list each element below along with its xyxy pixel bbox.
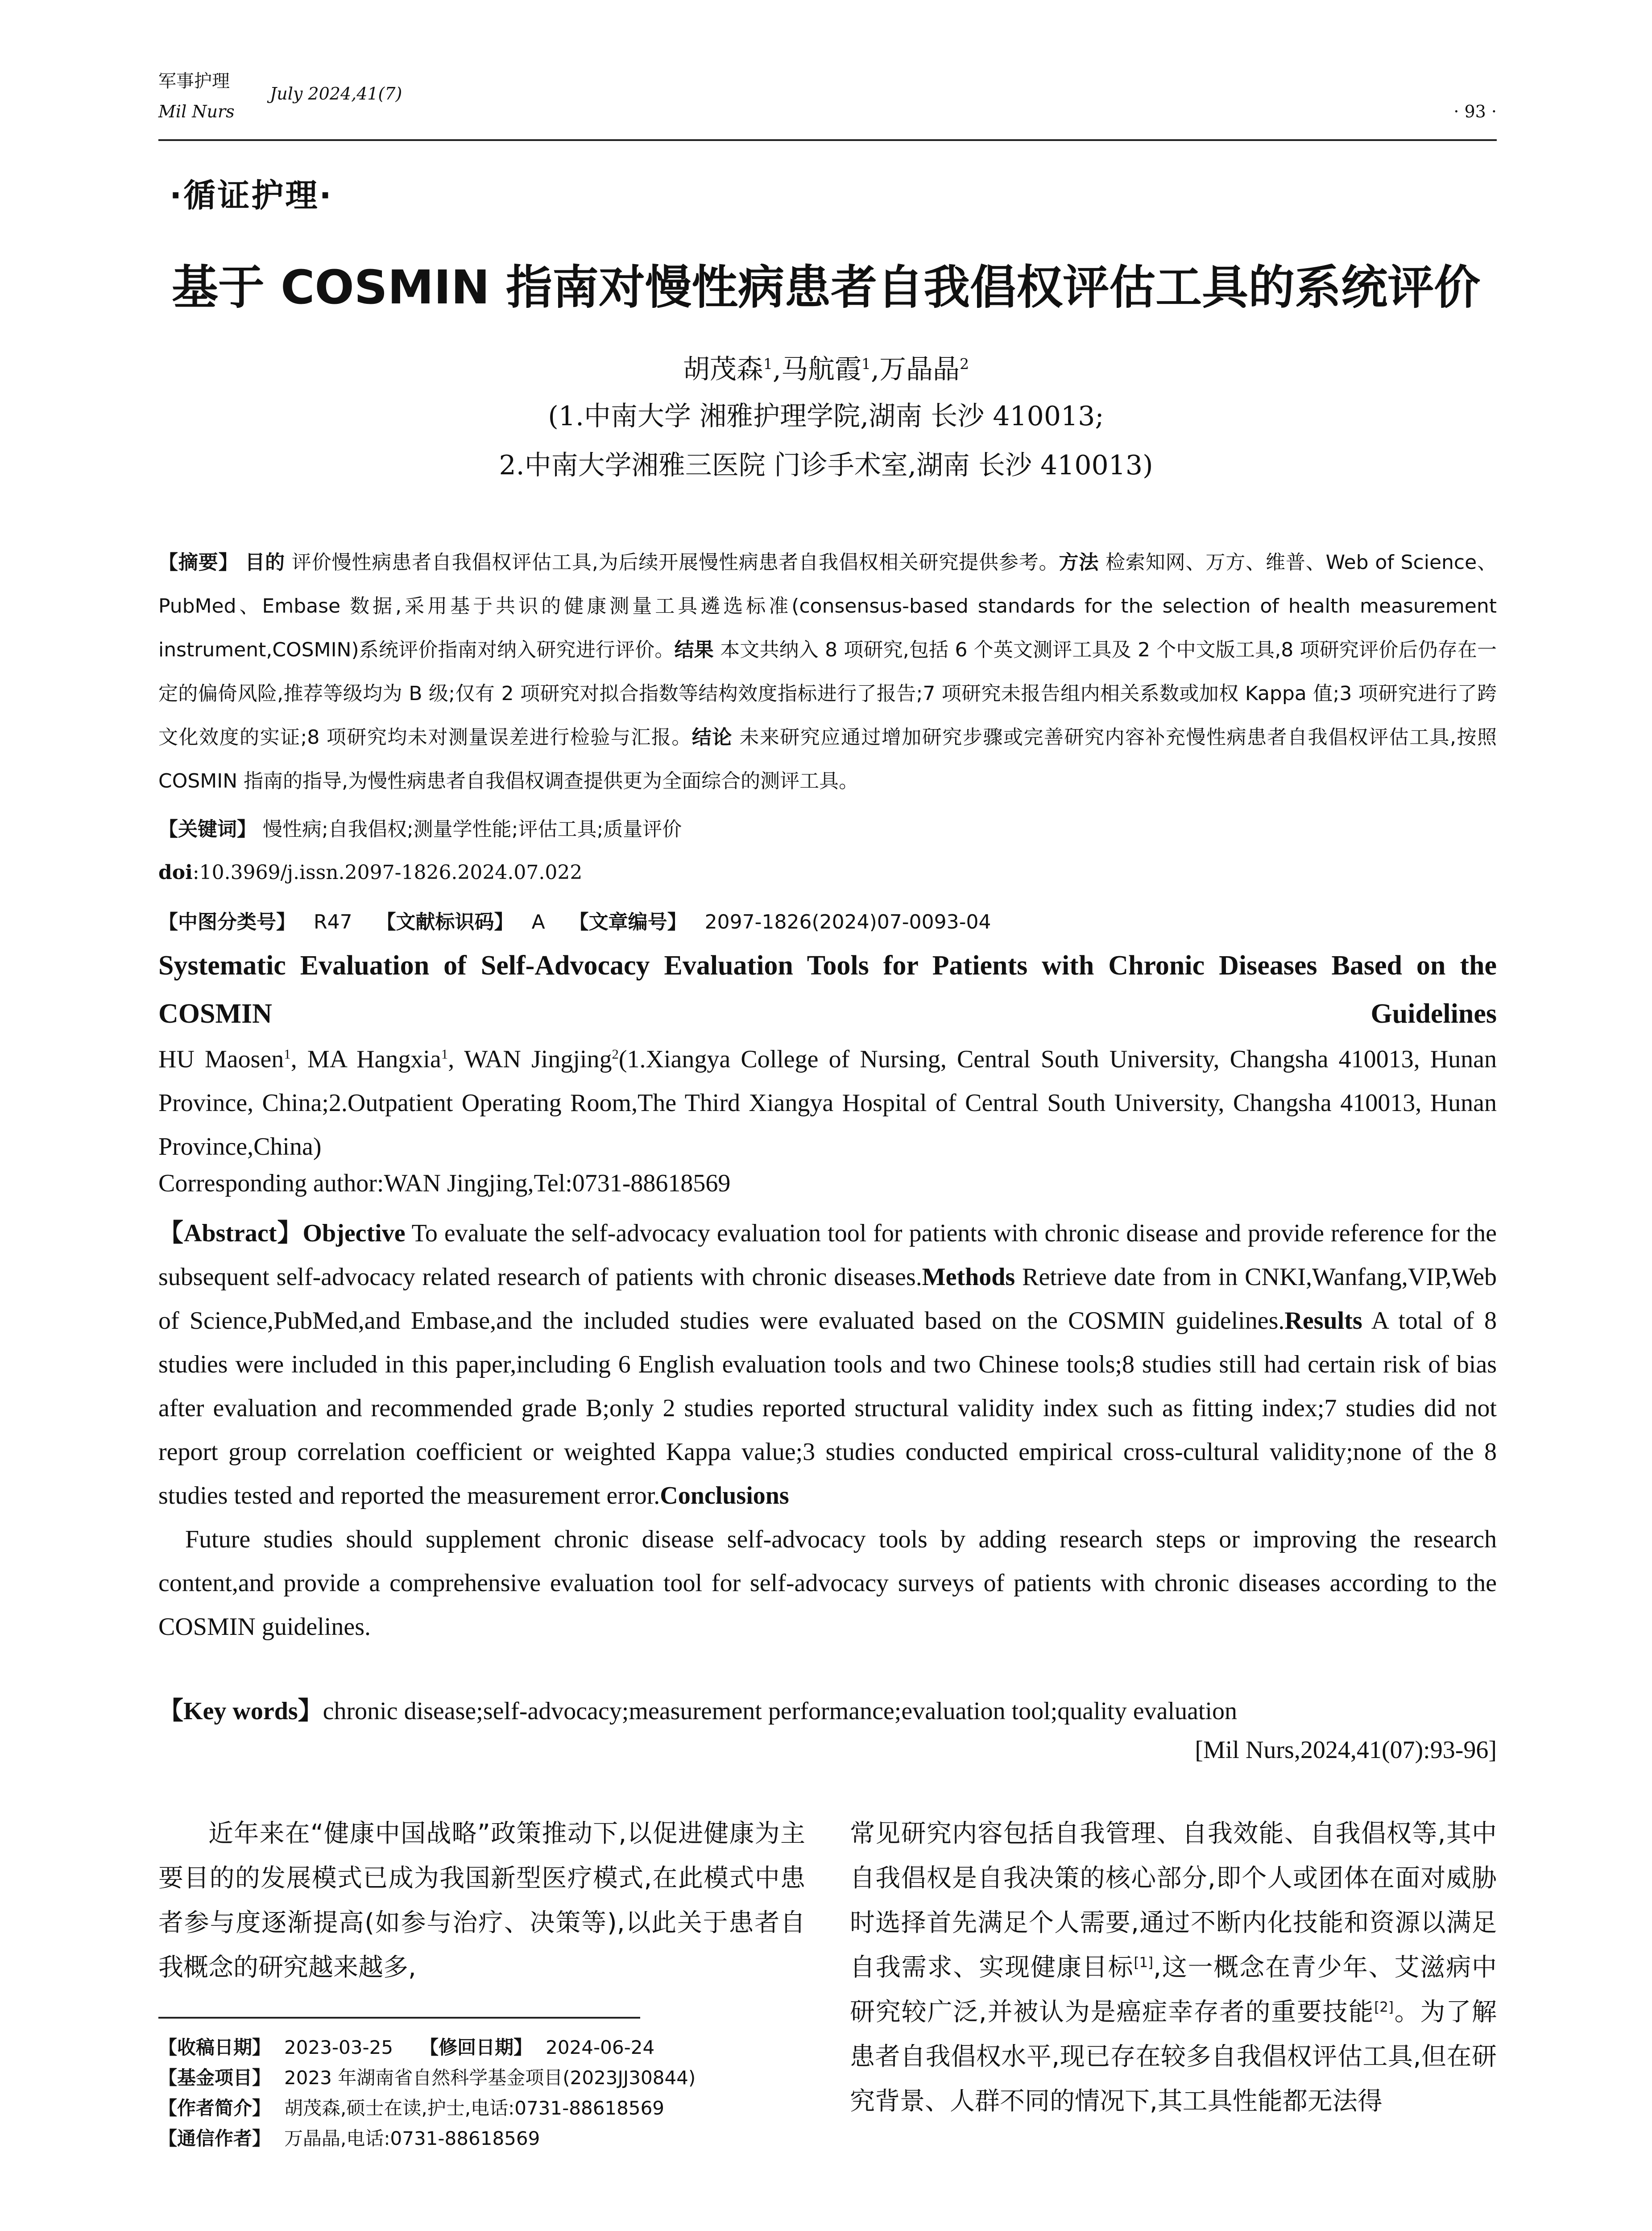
author-name: 胡茂森	[683, 354, 763, 385]
article-no-label: 【文章编号】	[569, 911, 687, 933]
reference-link[interactable]: [1]	[1134, 1954, 1154, 1971]
author-affil-mark: 1	[284, 1046, 291, 1062]
footnote-bio	[158, 2094, 828, 2120]
classification-line	[158, 906, 1497, 934]
objective-label: Objective	[302, 1219, 406, 1247]
revised-label: 【修回日期】	[420, 2036, 533, 2058]
keywords-text: 慢性病;自我倡权;测量学性能;评估工具;质量评价	[263, 818, 682, 841]
affiliation-cn-1: (1.中南大学 湘雅护理学院,湖南 长沙 410013;	[548, 401, 1104, 432]
abstract-cn	[158, 541, 1497, 803]
keywords-cn	[158, 813, 1497, 842]
doc-code-label: 【文献标识码】	[376, 911, 514, 933]
corresponding-author: Corresponding author:WAN Jingjing,Tel:0731-88618569	[158, 1169, 731, 1197]
doi-line	[158, 861, 1497, 884]
bio-text: 胡茂森,硕士在读,护士,电话:0731-88618569	[284, 2097, 665, 2119]
methods-label: Methods	[922, 1263, 1015, 1291]
body-column-right	[850, 1812, 1497, 2124]
objective-text: 评价慢性病患者自我倡权评估工具,为后续开展慢性病患者自我倡权相关研究提供参考。	[291, 551, 1059, 574]
corr-text: 万晶晶,电话:0731-88618569	[284, 2127, 540, 2149]
conclusions-label: Conclusions	[660, 1482, 789, 1509]
author-name: 马航霞	[781, 354, 861, 385]
author-affil-mark: 1	[861, 355, 871, 373]
body-text: ,这一概念在青少年、艾滋病中研究较广泛,并被认为是癌症幸存者的重要技能	[850, 1953, 1497, 2027]
received-label: 【收稿日期】	[158, 2036, 271, 2058]
affiliations-en: (1.Xiangya College of Nursing, Central South University, Changsha 410013, Hunan Province, China;2.Outpatient Operating Room,The Third Xiangya Hospital of Central South University, Changsha 410013, Hunan Province,China)	[158, 1045, 1497, 1161]
header-rule	[158, 139, 1497, 141]
fund-label: 【基金项目】	[158, 2067, 271, 2089]
results-text: 本文共纳入 8 项研究,包括 6 个英文测评工具及 2 个中文版工具,8 项研究评价后仍存在一定的偏倚风险,推荐等级均为 B 级;仅有 2 项研究对拟合指数等结构效度指标进行了报告;7 项研究未报告组内相关系数或加权 Kappa 值;3 项研究进行了跨文化效度的实证;8 项研究均未对测量误差进行检验与汇报。	[158, 639, 1497, 749]
methods-text: Retrieve date from in CNKI,Wanfang,VIP,Web of Science,PubMed,and Embase,and the included studies were evaluated based on the COSMIN guidelines.	[158, 1263, 1497, 1335]
journal-name-en: Mil Nurs	[158, 102, 235, 121]
clc-value: R47	[314, 911, 352, 933]
objective-label: 目的	[245, 551, 286, 574]
author-name: WAN Jingjing	[464, 1045, 612, 1073]
clc-label: 【中图分类号】	[158, 911, 296, 933]
citation: [Mil Nurs,2024,41(07):93-96]	[1195, 1736, 1497, 1764]
footnote-rule	[158, 2017, 640, 2019]
corr-label: 【通信作者】	[158, 2127, 271, 2149]
article-no-value: 2097-1826(2024)07-0093-04	[704, 911, 991, 933]
doc-code-value: A	[531, 911, 545, 933]
conclusions-text: Future studies should supplement chronic disease self-advocacy tools by adding research steps or improving the research content,and provide a comprehensive evaluation tool for self-advocacy surveys of patients with chronic diseases according to the COSMIN guidelines.	[158, 1526, 1497, 1641]
methods-label: 方法	[1059, 551, 1099, 574]
authors-en: HU Maosen$^1$, MA Hangxia$^1$, WAN Jingjing$^2$(1.Xiangya College of Nursing, Central South University, Changsha 410013, Hunan Province, China;2.Outpatient Operating Room,The Third Xiangya Hospital of Central South University, Changsha 410013, Hunan Province,China)	[158, 1045, 1497, 1161]
received-date: 2023-03-25	[284, 2036, 393, 2058]
results-label: 结果	[674, 639, 714, 661]
article-title-cn: 基于 COSMIN 指南对慢性病患者自我倡权评估工具的系统评价	[171, 260, 1481, 315]
abstract-en	[158, 1211, 1497, 1649]
keywords-text: chronic disease;self-advocacy;measurement performance;evaluation tool;quality evaluation	[323, 1697, 1238, 1725]
abstract-label: 【摘要】	[158, 551, 239, 574]
body-text: 。为了解患者自我倡权水平,现已存在较多自我倡权评估工具,但在研究背景、人群不同的情况下,其工具性能都无法得	[850, 1998, 1497, 2116]
author-affil-mark: 1	[763, 355, 773, 373]
affiliation-cn-2: 2.中南大学湘雅三医院 门诊手术室,湖南 长沙 410013)	[499, 450, 1153, 481]
body-paragraph: 近年来在“健康中国战略”政策推动下,以促进健康为主要目的的发展模式已成为我国新型医疗模式,在此模式中患者参与度逐渐提高(如参与治疗、决策等),以此关于患者自我概念的研究越来越多,	[158, 1819, 805, 1982]
journal-name-cn: 军事护理	[158, 71, 230, 91]
footnote-dates	[158, 2033, 828, 2060]
footnote-fund	[158, 2063, 828, 2090]
objective-text: To evaluate the self-advocacy evaluation tool for patients with chronic disease and provide reference for the subsequent self-advocacy related research of patients with chronic diseases.	[158, 1219, 1497, 1291]
keywords-label: 【Key words】	[158, 1697, 323, 1725]
body-column-left	[158, 1812, 805, 1990]
author-affil-mark: 2	[612, 1046, 619, 1062]
methods-text: 检索知网、万方、维普、Web of Science、PubMed、Embase 数据,采用基于共识的健康测量工具遴选标准(consensus-based standards for the selection of health measurement instrument,COSMIN)系统评价指南对纳入研究进行评价。	[158, 551, 1497, 661]
running-header	[158, 62, 1497, 143]
revised-date: 2024-06-24	[546, 2036, 655, 2058]
keywords-label: 【关键词】	[158, 818, 257, 841]
author-name: MA Hangxia	[307, 1045, 441, 1073]
bio-label: 【作者简介】	[158, 2097, 271, 2119]
authors-cn: 胡茂森$^1$,马航霞$^1$,万晶晶$^2$	[683, 354, 969, 385]
column-label: ·循证护理·	[170, 177, 333, 214]
page-number: · 93 ·	[1453, 102, 1497, 121]
body-text: 常见研究内容包括自我管理、自我效能、自我倡权等,其中自我倡权是自我决策的核心部分,即个人或团体在面对威胁时选择首先满足个人需要,通过不断内化技能和资源以满足自我需求、实现健康目标	[850, 1819, 1497, 1982]
author-name: 万晶晶	[879, 354, 960, 385]
fund-text: 2023 年湖南省自然科学基金项目(2023JJ30844)	[284, 2067, 696, 2089]
results-label: Results	[1284, 1307, 1362, 1335]
keywords-en	[158, 1691, 1497, 1727]
reference-link[interactable]: [2]	[1374, 1999, 1394, 2015]
author-affil-mark: 2	[960, 355, 969, 373]
issue-date: July 2024,41(7)	[270, 84, 402, 104]
results-text: A total of 8 studies were included in this paper,including 6 English evaluation tools and two Chinese tools;8 studies still had certain risk of bias after evaluation and recommended grade B;only 2 studies reported structural validity index such as fitting index;7 studies did not report group correlation coefficient or weighted Kappa value;3 studies conducted empirical cross-cultural validity;none of the 8 studies tested and reported the measurement error.	[158, 1307, 1497, 1509]
doi-label: doi	[158, 861, 193, 884]
conclusions-label: 结论	[691, 726, 733, 749]
author-name: HU Maosen	[158, 1045, 284, 1073]
article-title-en: Systematic Evaluation of Self-Advocacy Evaluation Tools for Patients with Chronic Diseases Based on the COSMIN Guidelines	[158, 950, 1497, 1029]
body-paragraph	[850, 1812, 1497, 2124]
abstract-label: 【Abstract】	[158, 1219, 303, 1247]
doi-link[interactable]: :10.3969/j.issn.2097-1826.2024.07.022	[192, 861, 583, 884]
footnote-corresponding	[158, 2124, 828, 2151]
author-affil-mark: 1	[441, 1046, 448, 1062]
conclusions-text: 未来研究应通过增加研究步骤或完善研究内容补充慢性病患者自我倡权评估工具,按照 COSMIN 指南的指导,为慢性病患者自我倡权调查提供更为全面综合的测评工具。	[158, 726, 1497, 792]
